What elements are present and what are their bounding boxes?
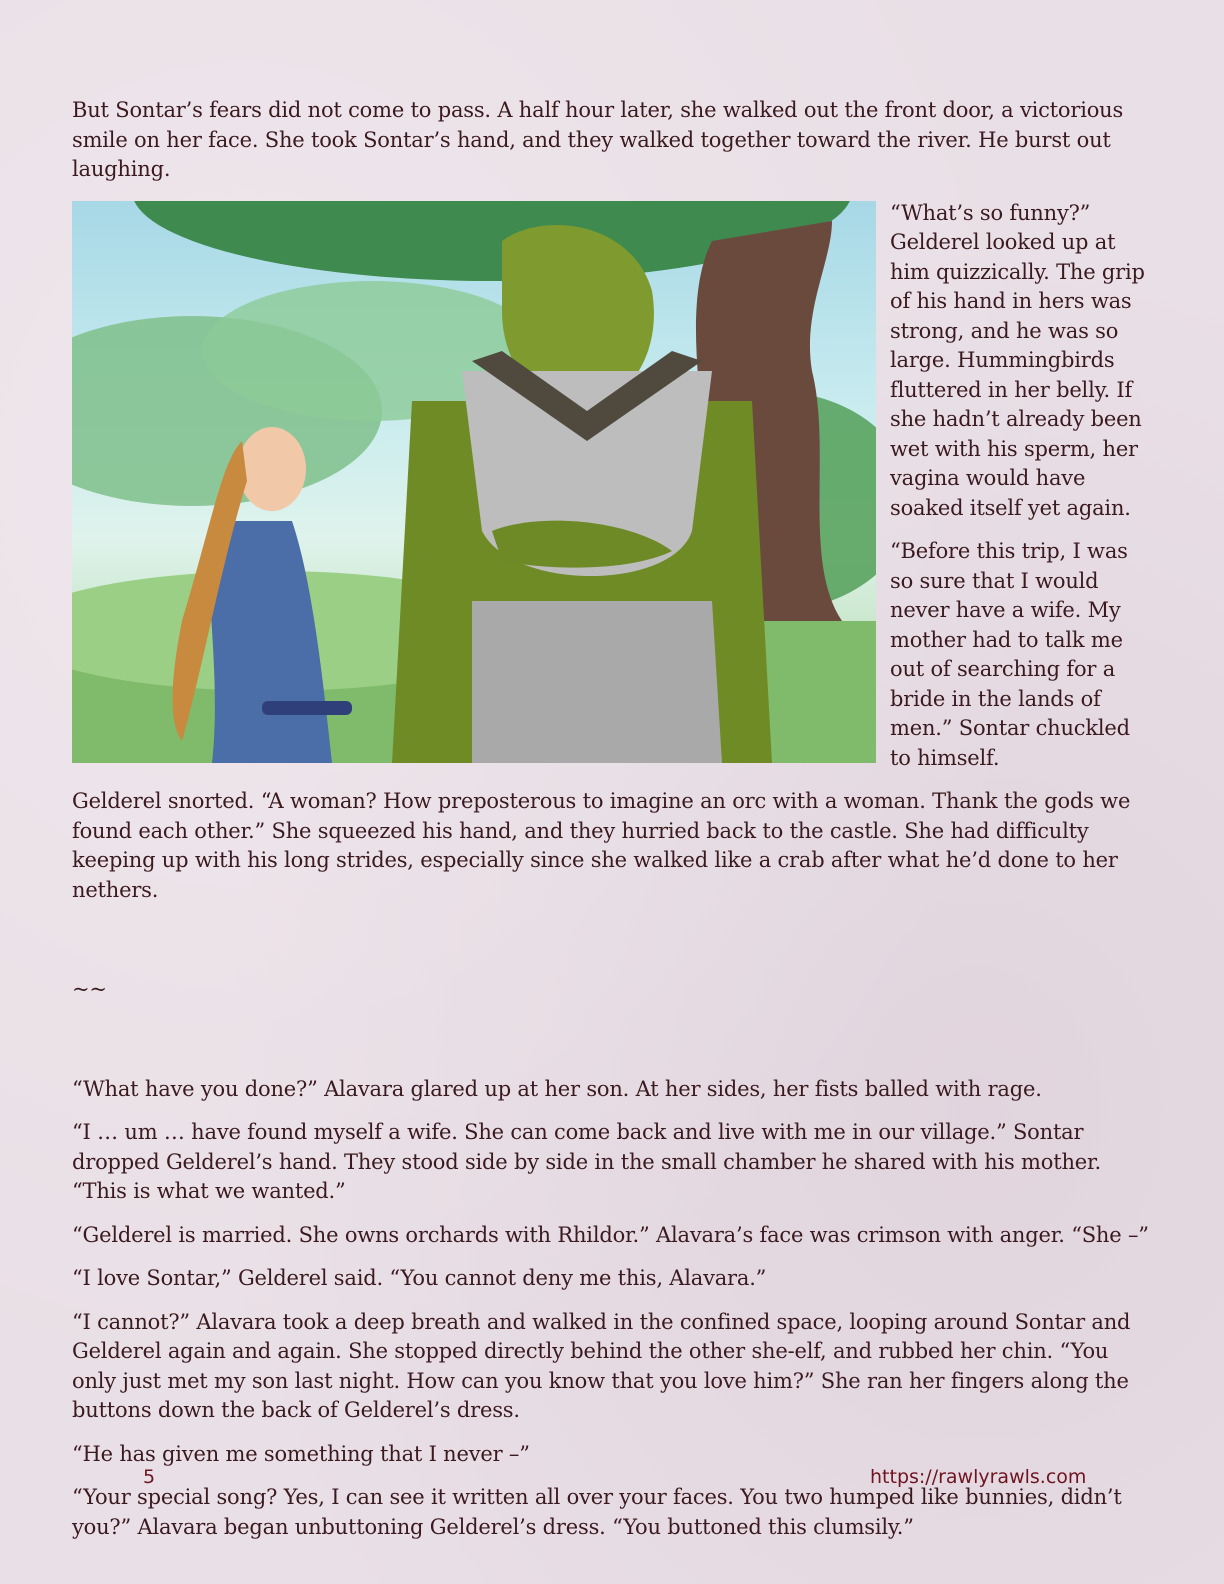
elf-belt: [262, 701, 352, 715]
paragraph: “Gelderel is married. She owns orchards with Rhildor.” Alavara’s face was crimson with anger. “She –”: [72, 1222, 1149, 1247]
paragraph: “What have you done?” Alavara glared up at her son. At her sides, her fists balled with rage.: [72, 1076, 1042, 1101]
paragraph: “He has given me something that I never –”: [72, 1441, 530, 1466]
paragraph: Gelderel snorted. “A woman? How preposterous to imagine an orc with a woman. Thank the gods we found each other.” She squeezed his hand, and they hurried back to the castle. She had difficulty keeping up with his long strides, especially since she walked like a crab after what he’d done to her nethers.: [72, 789, 1131, 902]
illustration-svg: [72, 201, 876, 763]
paragraph: “I cannot?” Alavara took a deep breath and walked in the confined space, looping around Sontar and Gelderel again and again. She stopped directly behind the other she-elf, and rubbed her chin. “You only just met my son last night. How can you know that you love him?” She ran her fingers along the buttons down the back of Gelderel’s dress.: [72, 1309, 1131, 1422]
footer-link[interactable]: https://rawlyrawls.com: [870, 1466, 1087, 1488]
elf-dress: [209, 521, 332, 763]
section-separator: ~~: [72, 977, 107, 1001]
paragraph: “I love Sontar,” Gelderel said. “You cannot deny me this, Alavara.”: [72, 1266, 767, 1290]
paragraph: “Before this trip, I was so sure that I would never have a wife. My mother had to talk me out of searching for a bride in the lands of men.” Sontar chuckled to himself.: [890, 539, 1130, 770]
paragraph: “Your special song? Yes, I can see it written all over your faces. You two humped like bunnies, didn’t you?” Alavara began unbuttoning Gelderel’s dress. “You buttoned this clumsily.”: [72, 1485, 1122, 1539]
paragraph: “I … um … have found myself a wife. She can come back and live with me in our village.” Sontar dropped Gelderel’s hand. They stood side by side in the small chamber he shared with his mother. “This is what we wanted.”: [72, 1120, 1102, 1203]
orc-trousers: [472, 601, 722, 763]
paragraph: But Sontar’s fears did not come to pass. A half hour later, she walked out the front door, a victorious smile on her face. She took Sontar’s hand, and they walked together toward the river. He burst out laughing.: [72, 98, 1124, 181]
elf-head: [238, 427, 306, 511]
page-content: [72, 96, 1150, 1542]
illustration-orc-and-elf: [72, 201, 876, 763]
float-section: [72, 199, 1150, 906]
paragraph: “What’s so funny?” Gelderel looked up at him quizzically. The grip of his hand in hers was strong, and he was so large. Hummingbirds fluttered in her belly. If she hadn’t already been wet with his sperm, her vagina would have soaked itself yet again.: [890, 200, 1145, 520]
page-number: 5: [143, 1466, 156, 1488]
